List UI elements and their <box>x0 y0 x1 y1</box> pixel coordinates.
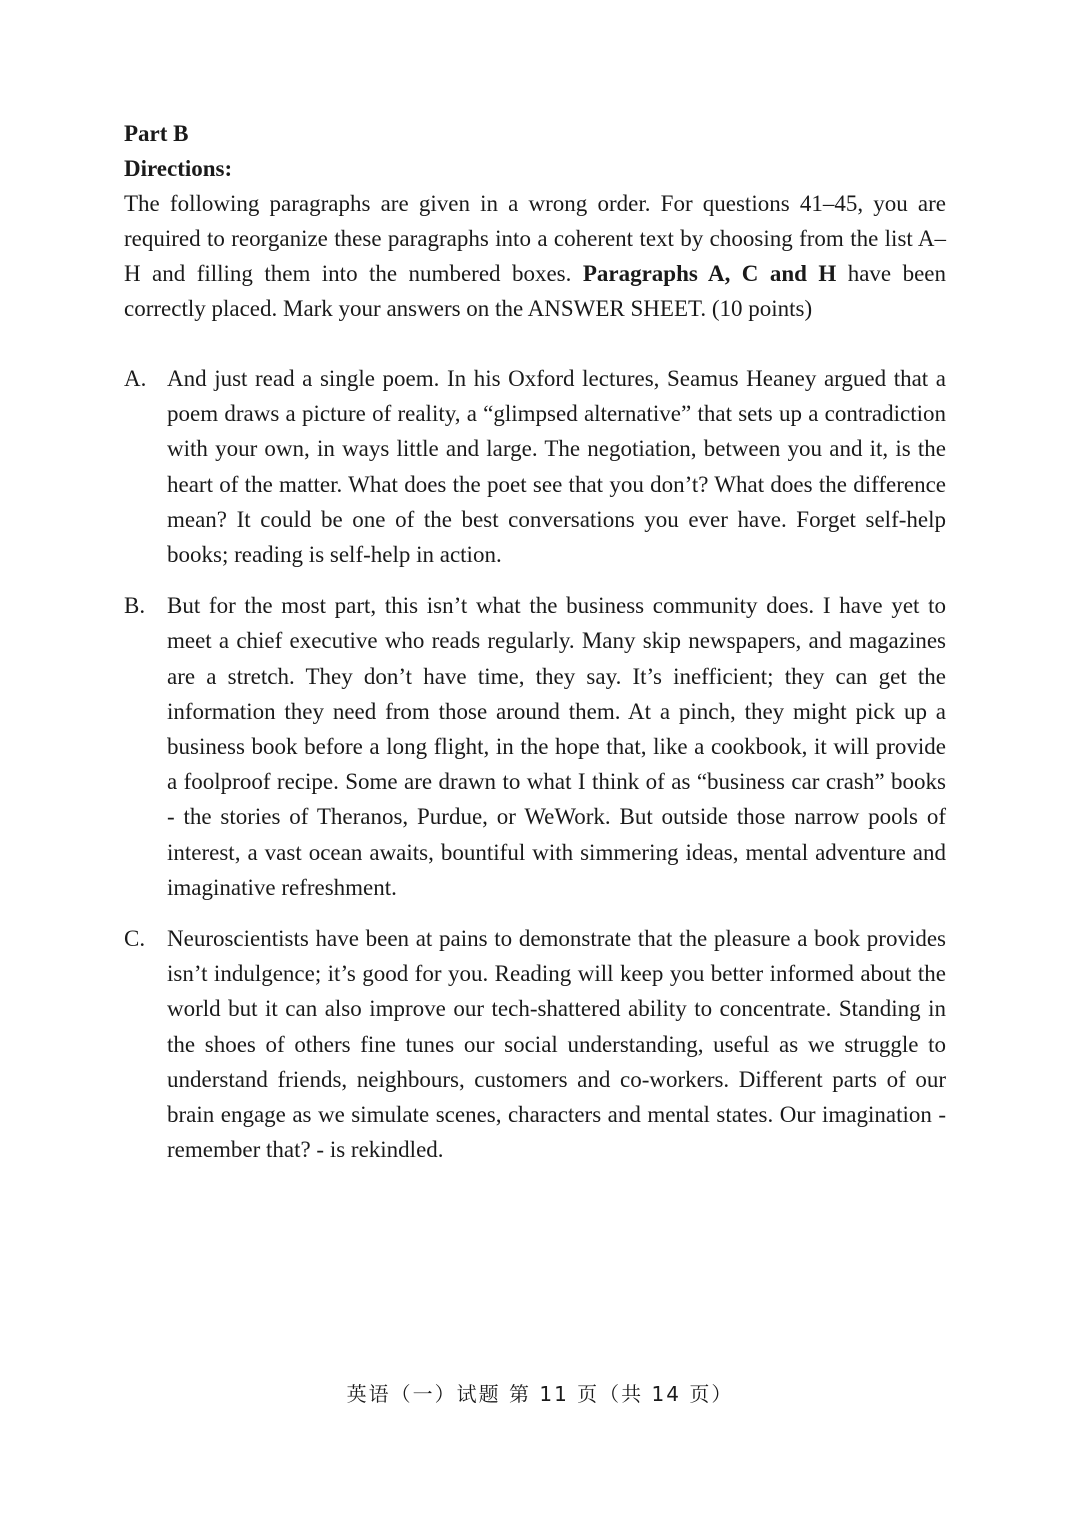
paragraph-text: Neuroscientists have been at pains to demonstrate that the pleasure a book provides isn’t indulgence; it’s good for you. Reading will keep you better informed about the world but it can also improve our tech-shattered ability to concentrate. Standing in the shoes of others fine tunes our social understanding, useful as we struggle to understand friends, neighbours, customers and co-workers. Different parts of our brain engage as we simulate scenes, characters and mental states. Our imagination - remember that? - is rekindled. <box>167 926 946 1163</box>
paragraph-text: But for the most part, this isn’t what the business community does. I have yet to meet a chief executive who reads regularly. Many skip newspapers, and magazines are a stretch. They don’t have time, they say. It’s inefficient; they can get the information they need from those around them. At a pinch, they might pick up a business book before a long flight, in the hope that, like a cookbook, it will provide a foolproof recipe. Some are drawn to what I think of as “business car crash” books - the stories of Theranos, Purdue, or WeWork. But outside those narrow pools of interest, a vast ocean awaits, bountiful with simmering ideas, mental adventure and imaginative refreshment. <box>167 593 946 900</box>
directions-text <box>124 186 946 326</box>
paragraph-letter: B. <box>124 593 146 619</box>
directions-text-before: The following paragraphs are given in a wrong order. For questions 41–45, you are required to reorganize these paragraphs into a coherent text by choosing from the list A–H and filling them into the numbered boxes. <box>124 191 946 286</box>
paragraph-list <box>124 361 946 1167</box>
page-footer: 英语（一）试题 第 11 页（共 14 页） <box>346 1382 734 1406</box>
paragraph-text: And just read a single poem. In his Oxford lectures, Seamus Heaney argued that a poem draws a picture of reality, a “glimpsed alternative” that sets up a contradiction with your own, in ways little and large. The negotiation, between you and it, is the heart of the matter. What does the poet see that you don’t? What does the difference mean? It could be one of the best conversations you ever have. Forget self-help books; reading is self-help in action. <box>167 366 946 568</box>
paragraph-a <box>124 361 946 572</box>
directions-text-after: have been correctly placed. Mark your answers on the ANSWER SHEET. (10 points) <box>124 261 946 321</box>
paragraph-letter: A. <box>124 366 147 391</box>
paragraph-letter: C. <box>124 926 146 952</box>
part-title: Part B <box>124 121 189 146</box>
directions-label: Directions: <box>124 156 233 181</box>
document-page <box>124 116 946 1183</box>
directions-text-bold: Paragraphs A, C and H <box>582 261 837 286</box>
paragraph-b <box>124 588 946 905</box>
paragraph-c <box>124 921 946 1167</box>
